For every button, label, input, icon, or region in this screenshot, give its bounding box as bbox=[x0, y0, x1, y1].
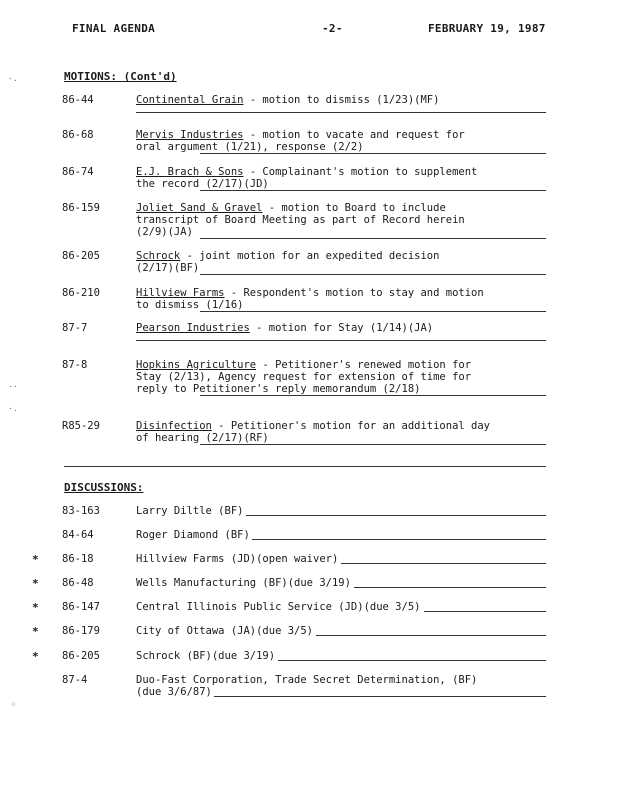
motion-party-name: Hillview Farms bbox=[136, 287, 225, 299]
motion-party-name: Hopkins Agriculture bbox=[136, 359, 257, 371]
discussion-item: Schrock (BF)(due 3/19) bbox=[136, 650, 276, 662]
scan-speck: ⁘ bbox=[10, 700, 17, 709]
discussion-item: Larry Diltle (BF) bbox=[136, 505, 244, 517]
signature-line bbox=[252, 539, 546, 540]
motion-item bbox=[136, 94, 556, 106]
motion-item bbox=[136, 287, 556, 311]
priority-asterisk: * bbox=[32, 553, 39, 566]
motion-party-name: Continental Grain bbox=[136, 94, 244, 106]
signature-line bbox=[424, 611, 546, 612]
motion-case-number: R85-29 bbox=[62, 420, 100, 432]
motion-party-name: Joliet Sand & Gravel bbox=[136, 202, 263, 214]
signature-line bbox=[136, 340, 546, 341]
discussion-case-number: 87-4 bbox=[62, 674, 88, 686]
scan-speck: ·· bbox=[8, 382, 18, 391]
signature-line bbox=[354, 587, 546, 588]
motion-party-name: Disinfection bbox=[136, 420, 212, 432]
motions-continued: (Cont'd) bbox=[123, 70, 177, 83]
discussion-case-number: 84-64 bbox=[62, 529, 94, 541]
motion-case-number: 86-159 bbox=[62, 202, 100, 214]
discussion-item: Wells Manufacturing (BF)(due 3/19) bbox=[136, 577, 351, 589]
signature-line bbox=[136, 112, 546, 113]
motion-item bbox=[136, 322, 556, 334]
signature-line bbox=[200, 311, 546, 312]
discussion-case-number: 86-48 bbox=[62, 577, 94, 589]
motion-item bbox=[136, 420, 556, 444]
motion-item bbox=[136, 250, 556, 274]
discussions-title: DISCUSSIONS: bbox=[64, 481, 144, 494]
motion-case-number: 86-44 bbox=[62, 94, 94, 106]
discussion-case-number: 86-18 bbox=[62, 553, 94, 565]
header-date: FEBRUARY 19, 1987 bbox=[428, 22, 546, 35]
signature-line bbox=[341, 563, 546, 564]
motions-title: MOTIONS: bbox=[64, 70, 117, 83]
signature-line bbox=[200, 153, 546, 154]
discussion-item: Roger Diamond (BF) bbox=[136, 529, 250, 541]
signature-line bbox=[214, 696, 546, 697]
signature-line bbox=[200, 444, 546, 445]
signature-line bbox=[200, 274, 546, 275]
discussions-heading bbox=[64, 481, 143, 494]
motion-description: - motion to Board to include transcript of Board Meeting as part of Record herein (2/9)(JA) bbox=[136, 202, 465, 238]
motions-heading bbox=[64, 70, 177, 83]
motion-party-name: E.J. Brach & Sons bbox=[136, 166, 244, 178]
motion-description: - motion to vacate and request for oral argument (1/21), response (2/2) bbox=[136, 129, 465, 153]
signature-line bbox=[278, 660, 546, 661]
motion-case-number: 86-205 bbox=[62, 250, 100, 262]
discussion-case-number: 86-205 bbox=[62, 650, 100, 662]
discussion-item: City of Ottawa (JA)(due 3/5) bbox=[136, 625, 314, 637]
discussion-item: Central Illinois Public Service (JD)(due 3/5) bbox=[136, 601, 421, 613]
signature-line bbox=[316, 635, 546, 636]
motion-description: - Complainant's motion to supplement the record (2/17)(JD) bbox=[136, 166, 478, 190]
motion-description: - motion for Stay (1/14)(JA) bbox=[249, 322, 434, 334]
scan-speck: ·. bbox=[8, 404, 18, 413]
discussion-item: Duo-Fast Corporation, Trade Secret Determination, (BF) (due 3/6/87) bbox=[136, 674, 478, 698]
motion-item bbox=[136, 359, 556, 395]
discussion-case-number: 83-163 bbox=[62, 505, 100, 517]
motion-description: - Respondent's motion to stay and motion to dismiss (1/16) bbox=[136, 287, 484, 311]
discussion-case-number: 86-147 bbox=[62, 601, 100, 613]
motion-description: - Petitioner's renewed motion for Stay (2/13), Agency request for extension of time for reply to Petitioner's reply memorandum (2/18) bbox=[136, 359, 472, 395]
priority-asterisk: * bbox=[32, 650, 39, 663]
signature-line bbox=[200, 190, 546, 191]
priority-asterisk: * bbox=[32, 601, 39, 614]
header-left: FINAL AGENDA bbox=[72, 22, 156, 35]
motion-case-number: 86-210 bbox=[62, 287, 100, 299]
signature-line bbox=[200, 238, 546, 239]
motion-item bbox=[136, 166, 556, 190]
priority-asterisk: * bbox=[32, 577, 39, 590]
motion-case-number: 87-8 bbox=[62, 359, 88, 371]
page-number: -2- bbox=[322, 22, 343, 35]
motion-item bbox=[136, 202, 556, 238]
priority-asterisk: * bbox=[32, 625, 39, 638]
motion-description: - Petitioner's motion for an additional day of hearing (2/17)(RF) bbox=[136, 420, 491, 444]
discussion-item: Hillview Farms (JD)(open waiver) bbox=[136, 553, 339, 565]
scan-speck: ·. bbox=[8, 74, 18, 83]
motion-case-number: 86-74 bbox=[62, 166, 94, 178]
motion-party-name: Pearson Industries bbox=[136, 322, 250, 334]
motion-case-number: 86-68 bbox=[62, 129, 94, 141]
motion-description: - joint motion for an expedited decision (2/17)(BF) bbox=[136, 250, 440, 274]
motion-party-name: Schrock bbox=[136, 250, 181, 262]
motion-description: - motion to dismiss (1/23)(MF) bbox=[243, 94, 440, 106]
section-divider bbox=[64, 466, 546, 467]
motion-party-name: Mervis Industries bbox=[136, 129, 244, 141]
motion-item bbox=[136, 129, 556, 153]
signature-line bbox=[246, 515, 546, 516]
discussion-case-number: 86-179 bbox=[62, 625, 100, 637]
motion-case-number: 87-7 bbox=[62, 322, 88, 334]
signature-line bbox=[200, 395, 546, 396]
